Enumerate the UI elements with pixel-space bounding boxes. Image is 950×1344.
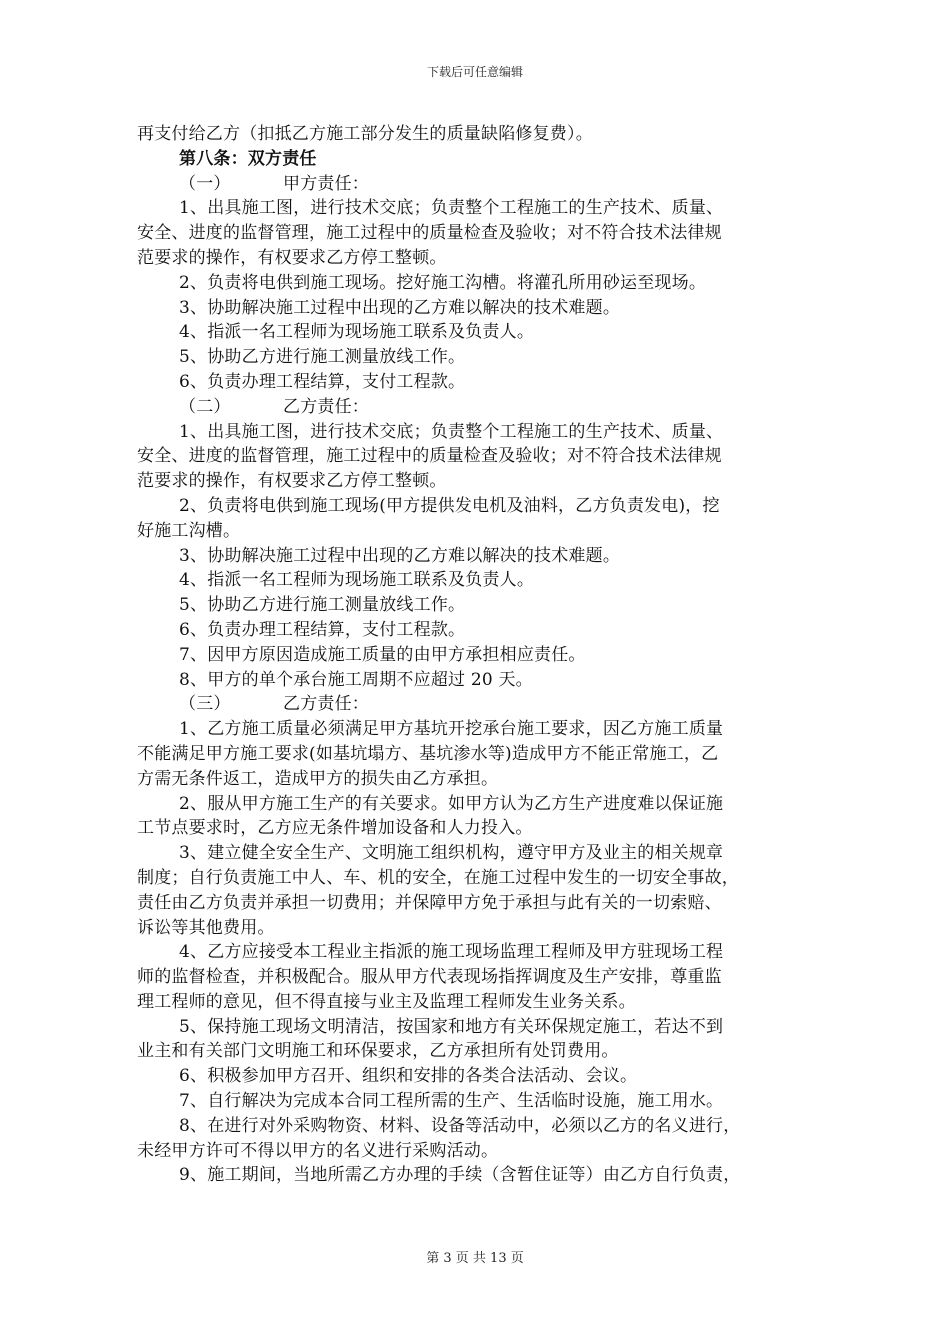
paragraph-line: 安全、进度的监督管理，施工过程中的质量检查及验收；对不符合技术法律规	[137, 223, 722, 244]
paragraph-line: 6、积极参加甲方召开、组织和安排的各类合法活动、会议。	[179, 1066, 638, 1087]
paragraph-line: 8、在进行对外采购物资、材料、设备等活动中，必须以乙方的名义进行，	[179, 1115, 741, 1136]
paragraph-line: 业主和有关部门文明施工和环保要求，乙方承担所有处罚费用。	[137, 1041, 619, 1062]
paragraph-line: 理工程师的意见，但不得直接与业主及监理工程师发生业务关系。	[137, 991, 636, 1012]
subsection-number: （三）	[179, 694, 231, 715]
paragraph-line: 范要求的操作，有权要求乙方停工整顿。	[137, 471, 447, 492]
paragraph-line: 师的监督检查，并积极配合。服从甲方代表现场指挥调度及生产安排，尊重监	[137, 967, 722, 988]
subsection-number: （二）	[179, 396, 231, 417]
paragraph-line: 7、因甲方原因造成施工质量的由甲方承担相应责任。	[179, 644, 586, 665]
paragraph-line: 1、出具施工图，进行技术交底；负责整个工程施工的生产技术、质量、	[179, 421, 724, 442]
paragraph-line: 4、乙方应接受本工程业主指派的施工现场监理工程师及甲方驻现场工程	[179, 942, 724, 963]
paragraph-line: 3、协助解决施工过程中出现的乙方难以解决的技术难题。	[179, 297, 621, 318]
paragraph-line: 5、协助乙方进行施工测量放线工作。	[179, 595, 466, 616]
paragraph-line: 再支付给乙方（扣抵乙方施工部分发生的质量缺陷修复费）。	[137, 124, 593, 144]
paragraph-line: 6、负责办理工程结算，支付工程款。	[179, 619, 466, 640]
subsection-heading	[137, 172, 827, 197]
paragraph-line: 诉讼等其他费用。	[137, 917, 275, 938]
paragraph-line: 4、指派一名工程师为现场施工联系及负责人。	[179, 570, 535, 591]
paragraph-line: 8、甲方的单个承台施工周期不应超过 20 天。	[179, 669, 533, 690]
paragraph-line: 1、出具施工图，进行技术交底；负责整个工程施工的生产技术、质量、	[179, 198, 724, 219]
paragraph-line: 2、服从甲方施工生产的有关要求。如甲方认为乙方生产进度难以保证施	[179, 793, 724, 814]
paragraph-line: 3、协助解决施工过程中出现的乙方难以解决的技术难题。	[179, 545, 621, 566]
paragraph-line: 安全、进度的监督管理，施工过程中的质量检查及验收；对不符合技术法律规	[137, 446, 722, 467]
subsection-heading	[137, 692, 827, 717]
paragraph-line: 5、保持施工现场文明清洁，按国家和地方有关环保规定施工，若达不到	[179, 1016, 724, 1037]
paragraph-line: 4、指派一名工程师为现场施工联系及负责人。	[179, 322, 535, 343]
subsection-title: 乙方责任：	[283, 694, 369, 715]
paragraph-line: 不能满足甲方施工要求(如基坑塌方、基坑渗水等)造成甲方不能正常施工，乙	[137, 743, 719, 764]
subsection-title: 乙方责任：	[283, 396, 369, 417]
paragraph-line: 7、自行解决为完成本合同工程所需的生产、生活临时设施，施工用水。	[179, 1091, 724, 1112]
paragraph-line: 范要求的操作，有权要求乙方停工整顿。	[137, 247, 447, 268]
paragraph-line: 6、负责办理工程结算，支付工程款。	[179, 371, 466, 392]
paragraph-line: 责任由乙方负责并承担一切费用；并保障甲方免于承担与此有关的一切索赔、	[137, 892, 722, 913]
paragraph-line: 9、施工期间，当地所需乙方办理的手续（含暂住证等）由乙方自行负责，	[179, 1165, 741, 1186]
page-footer: 第 3 页 共 13 页	[426, 1251, 524, 1266]
subsection-number: （一）	[179, 173, 231, 194]
paragraph-line: 未经甲方许可不得以甲方的名义进行采购活动。	[137, 1140, 499, 1161]
paragraph-line: 方需无条件返工，造成甲方的损失由乙方承担。	[137, 768, 499, 789]
page-header: 下载后可任意编辑	[426, 65, 523, 79]
section-heading: 第八条：双方责任	[179, 148, 317, 169]
paragraph-line: 5、协助乙方进行施工测量放线工作。	[179, 347, 466, 368]
subsection-heading	[137, 395, 827, 420]
paragraph-line: 好施工沟槽。	[137, 520, 241, 541]
paragraph-line: 制度；自行负责施工中人、车、机的安全，在施工过程中发生的一切安全事故，	[137, 867, 739, 888]
subsection-title: 甲方责任：	[283, 173, 369, 194]
paragraph-line: 2、负责将电供到施工现场(甲方提供发电机及油料，乙方负责发电)，挖	[179, 495, 720, 516]
paragraph-line: 2、负责将电供到施工现场。挖好施工沟槽。将灌孔所用砂运至现场。	[179, 272, 707, 293]
paragraph-line: 1、乙方施工质量必须满足甲方基坑开挖承台施工要求，因乙方施工质量	[179, 719, 724, 740]
paragraph-line: 3、建立健全安全生产、文明施工组织机构，遵守甲方及业主的相关规章	[179, 843, 724, 864]
document-body	[137, 122, 827, 1188]
paragraph-line: 工节点要求时，乙方应无条件增加设备和人力投入。	[137, 818, 533, 839]
